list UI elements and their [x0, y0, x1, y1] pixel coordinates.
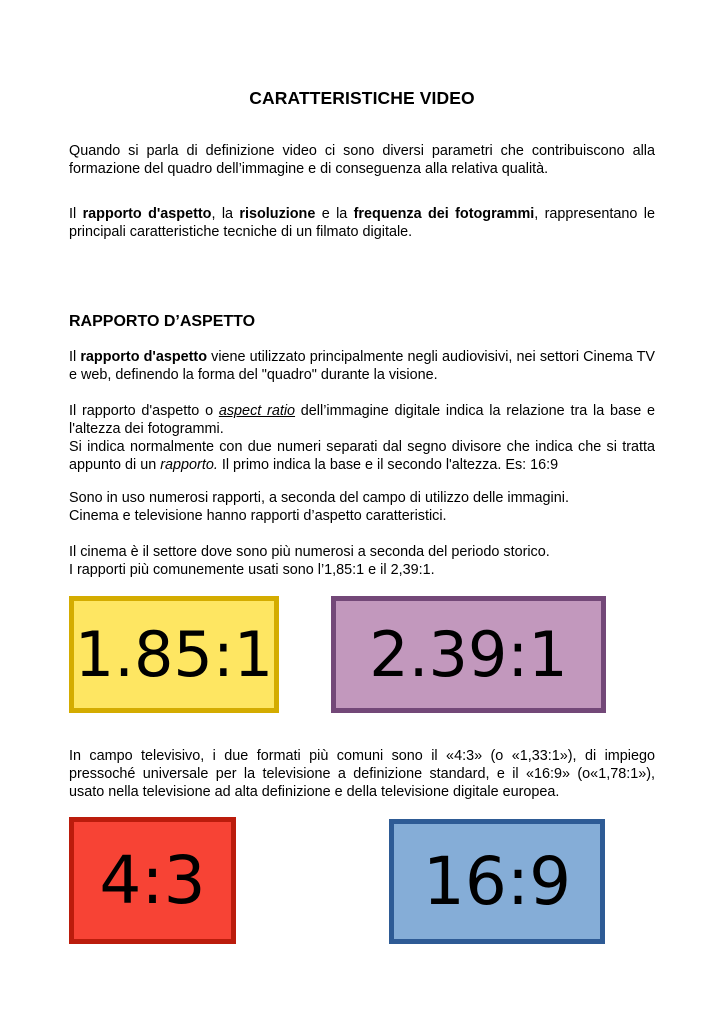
section-paragraph-2 — [69, 402, 655, 438]
aspect-ratio-term: aspect ratio — [218, 403, 296, 419]
text-run: e la — [315, 206, 354, 222]
ratio-box-16-9 — [389, 819, 605, 944]
section-paragraph-4-line-1: Sono in uso numerosi rapporti, a seconda del campo di utilizzo delle immagini. — [69, 490, 569, 506]
section-paragraph-5-line-2: I rapporti più comunemente usati sono l’1,85:1 e il 2,39:1. — [69, 562, 435, 578]
text-run: , la — [211, 206, 240, 222]
text-run: Il — [69, 349, 81, 365]
section-heading: RAPPORTO D’ASPETTO — [69, 313, 256, 330]
text-run: , rappresentano le principali caratteristiche tecniche di un filmato digitale. — [69, 206, 655, 240]
ratio-label: 4:3 — [99, 841, 206, 919]
ratio-box-1-85-1 — [69, 596, 279, 713]
ratio-label: 1.85:1 — [74, 617, 274, 691]
ratio-term: rapporto. — [160, 457, 218, 473]
text-run: viene utilizzato principalmente negli audiovisivi, nei settori Cinema TV e web, definendo la forma del "quadro" durante la visione. — [69, 349, 655, 383]
text-run: dell’immagine digitale indica la relazione tra la base e l'altezza dei fotogrammi. — [69, 403, 655, 437]
text-run: Il primo indica la base e il secondo l'altezza. Es: 16:9 — [217, 457, 559, 473]
section-paragraph-5-line-1: Il cinema è il settore dove sono più numerosi a seconda del periodo storico. — [69, 544, 550, 560]
section-paragraph-1 — [69, 348, 655, 384]
intro-paragraph-2 — [69, 205, 655, 241]
bold-term-aspect-ratio: rapporto d'aspetto — [82, 206, 212, 222]
document-title: CARATTERISTICHE VIDEO — [249, 88, 475, 108]
ratio-box-2-39-1 — [331, 596, 606, 713]
section-paragraph-4-line-2: Cinema e televisione hanno rapporti d’aspetto caratteristici. — [69, 508, 447, 524]
ratio-box-4-3 — [69, 817, 236, 944]
ratio-label: 2.39:1 — [369, 617, 568, 691]
bold-term-aspect-ratio: rapporto d'aspetto — [80, 349, 207, 365]
section-paragraph-6: In campo televisivo, i due formati più comuni sono il «4:3» (o «1,33:1»), di impiego pressoché universale per la televisione a definizione standard, e il «16:9» (o«1,78:1»), usato nella televisione ad alta definizione e della televisione digitale europea. — [69, 748, 655, 800]
ratio-label: 16:9 — [422, 842, 572, 920]
section-paragraph-3 — [69, 438, 655, 474]
text-run: Il rapporto d'aspetto o — [69, 403, 219, 419]
text-run: Il — [69, 206, 83, 222]
intro-paragraph-1: Quando si parla di definizione video ci sono diversi parametri che contribuiscono alla formazione del quadro dell’immagine e di conseguenza alla relativa qualità. — [69, 143, 655, 177]
bold-term-resolution: risoluzione — [239, 206, 316, 222]
text-run: Si indica normalmente con due numeri separati dal segno divisore che indica che si tratta appunto di un — [69, 439, 655, 473]
bold-term-frame-rate: frequenza dei fotogrammi — [353, 206, 535, 222]
